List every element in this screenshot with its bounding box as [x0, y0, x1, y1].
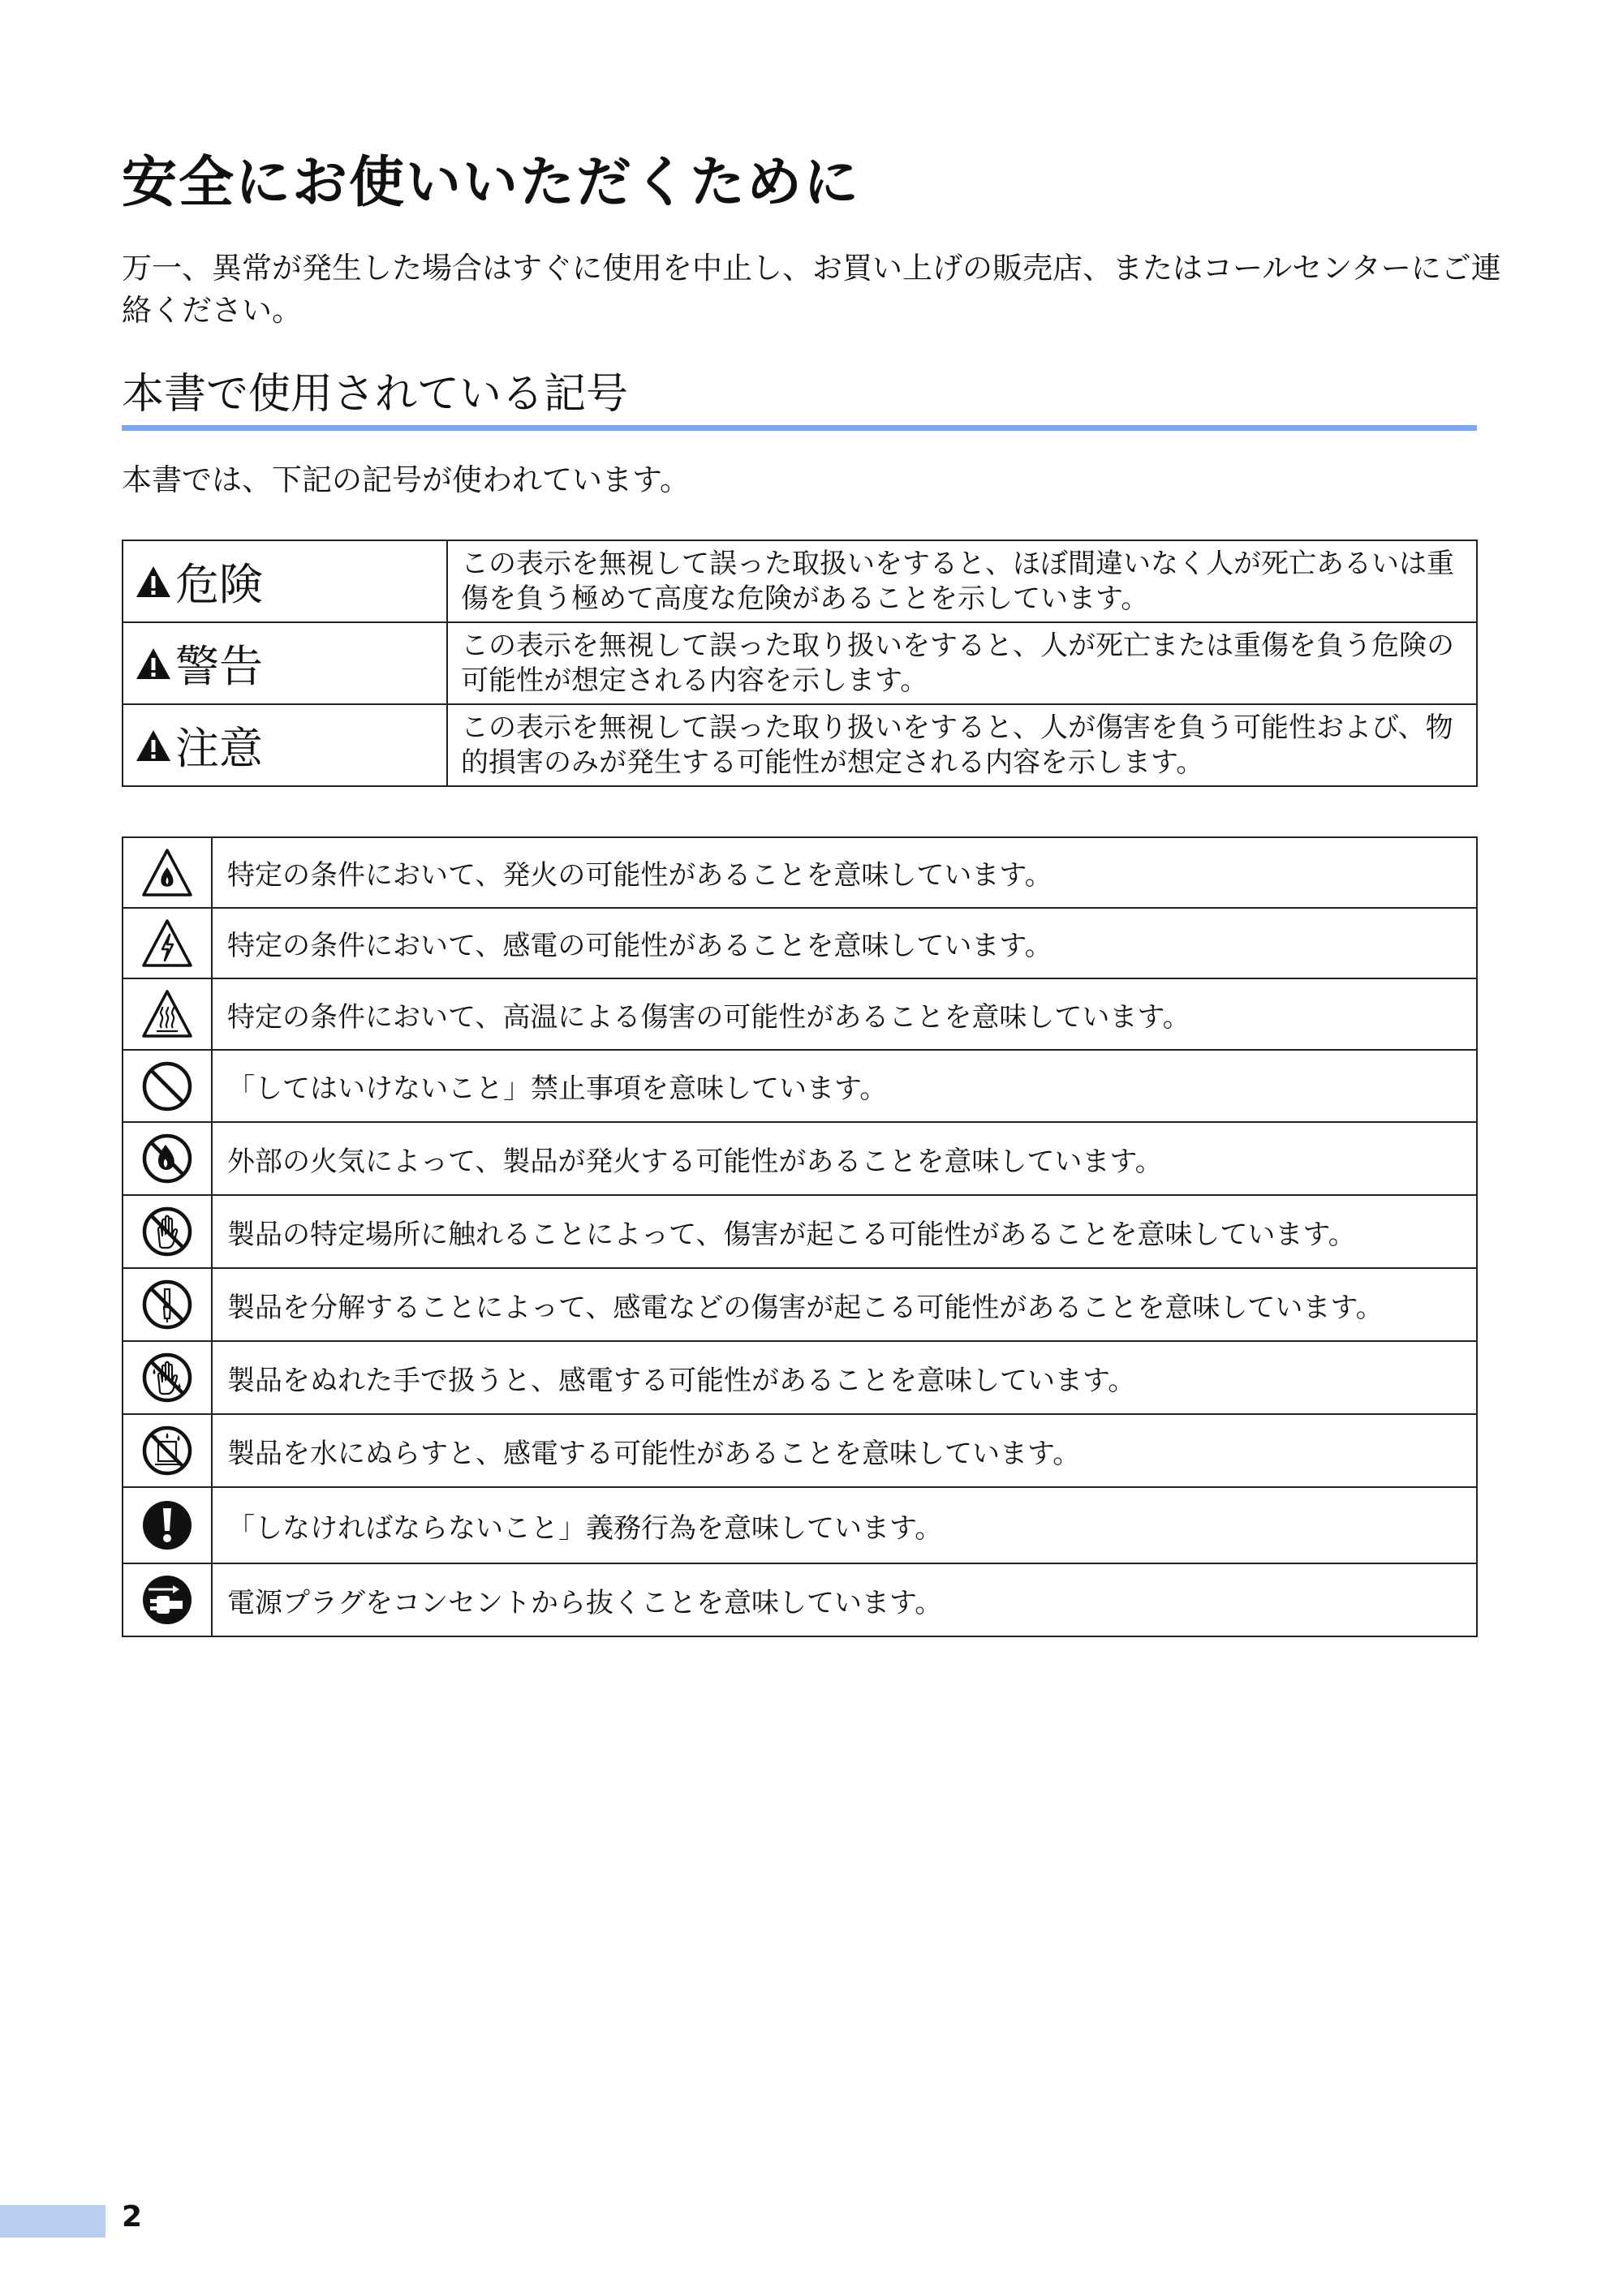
electric-shock-warning-icon: [140, 917, 194, 970]
page-number: 2: [122, 2200, 143, 2234]
do-not-touch-icon: [140, 1205, 194, 1258]
signal-word-danger: 危険: [175, 559, 263, 610]
prohibition-icon: [140, 1060, 194, 1113]
symbol-table: [122, 836, 1478, 1637]
signal-description: この表示を無視して誤った取り扱いをすると、人が死亡または重傷を負う危険の可能性が想定される内容を示します。: [447, 622, 1477, 704]
page-title: 安全にお使いいただくために: [122, 151, 861, 215]
signal-description: この表示を無視して誤った取扱いをすると、ほぼ間違いなく人が死亡あるいは重傷を負う極めて高度な危険があることを示しています。: [447, 540, 1477, 622]
symbol-row: [123, 1414, 1477, 1487]
symbol-row: [123, 1050, 1477, 1122]
symbol-description: 外部の火気によって、製品が発火する可能性があることを意味しています。: [212, 1122, 1477, 1195]
symbol-row: [123, 1268, 1477, 1341]
signal-word-table: [122, 540, 1478, 787]
symbol-description: 製品をぬれた手で扱うと、感電する可能性があることを意味しています。: [212, 1341, 1477, 1414]
symbol-description: 特定の条件において、発火の可能性があることを意味しています。: [212, 837, 1477, 908]
section-intro-text: 本書では、下記の記号が使われています。: [122, 462, 691, 497]
do-not-disassemble-icon: [140, 1278, 194, 1331]
fire-warning-icon: [140, 846, 194, 900]
symbol-row: [123, 1122, 1477, 1195]
signal-description: この表示を無視して誤った取り扱いをすると、人が傷害を負う可能性および、物的損害のみが発生する可能性が想定される内容を示します。: [447, 704, 1477, 786]
symbol-description: 「しなければならないこと」義務行為を意味しています。: [212, 1487, 1477, 1563]
symbol-row: [123, 837, 1477, 908]
symbol-row: [123, 908, 1477, 978]
warning-triangle-icon: [135, 565, 172, 599]
page-number-tab: [0, 2205, 105, 2238]
signal-row-warning: [123, 622, 1477, 704]
no-water-icon: [140, 1424, 194, 1477]
unplug-icon: [140, 1573, 194, 1627]
no-wet-hands-icon: [140, 1351, 194, 1404]
symbol-description: 製品を分解することによって、感電などの傷害が起こる可能性があることを意味しています。: [212, 1268, 1477, 1341]
signal-word-warning: 警告: [175, 641, 263, 692]
signal-row-danger: [123, 540, 1477, 622]
mandatory-action-icon: [140, 1498, 194, 1552]
warning-triangle-icon: [135, 647, 172, 681]
high-temperature-warning-icon: [140, 987, 194, 1041]
symbol-row: [123, 1341, 1477, 1414]
symbol-description: 「してはいけないこと」禁止事項を意味しています。: [212, 1050, 1477, 1122]
no-open-flame-icon: [140, 1132, 194, 1185]
section-divider: [122, 425, 1477, 431]
symbol-row: [123, 1487, 1477, 1563]
symbol-description: 特定の条件において、感電の可能性があることを意味しています。: [212, 908, 1477, 978]
symbol-description: 電源プラグをコンセントから抜くことを意味しています。: [212, 1563, 1477, 1636]
section-title: 本書で使用されている記号: [122, 370, 629, 419]
symbol-row: [123, 978, 1477, 1050]
symbol-row: [123, 1195, 1477, 1268]
symbol-description: 製品の特定場所に触れることによって、傷害が起こる可能性があることを意味しています。: [212, 1195, 1477, 1268]
signal-row-caution: [123, 704, 1477, 786]
symbol-description: 製品を水にぬらすと、感電する可能性があることを意味しています。: [212, 1414, 1477, 1487]
symbol-description: 特定の条件において、高温による傷害の可能性があることを意味しています。: [212, 978, 1477, 1050]
intro-text: 万一、異常が発生した場合はすぐに使用を中止し、お買い上げの販売店、またはコールセンターにご連絡ください。: [122, 251, 1501, 328]
warning-triangle-icon: [135, 729, 172, 763]
symbol-row: [123, 1563, 1477, 1636]
signal-word-caution: 注意: [175, 723, 263, 774]
